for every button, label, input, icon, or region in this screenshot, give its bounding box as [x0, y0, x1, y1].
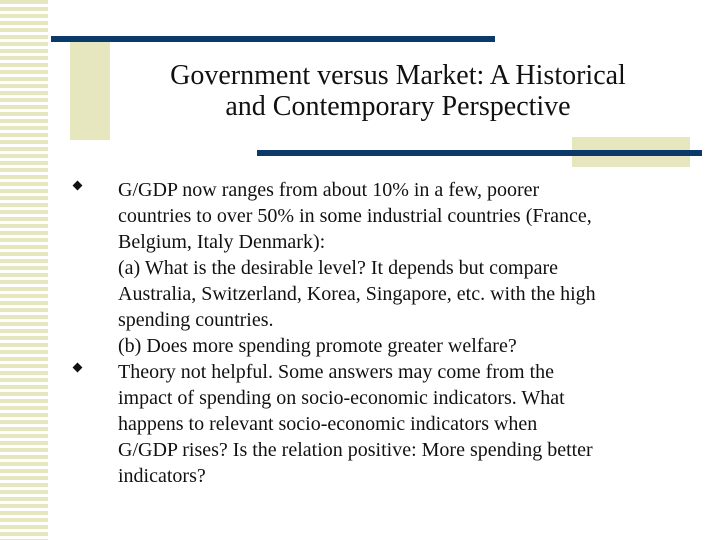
bullet-text-line: Australia, Switzerland, Korea, Singapore, etc. with the high: [118, 283, 596, 305]
bullet-text-line: Belgium, Italy Denmark):: [118, 231, 326, 253]
slide-body: [70, 177, 700, 489]
bullet-text-line: countries to over 50% in some industrial countries (France,: [118, 205, 592, 227]
decor-block-left: [70, 36, 110, 140]
bullet-text-line: G/GDP now ranges from about 10% in a few, poorer: [118, 179, 540, 201]
diamond-bullet-icon: [73, 363, 83, 373]
bullet-text-line: G/GDP rises? Is the relation positive: More spending better: [118, 439, 593, 461]
title-rule-top: [51, 36, 495, 42]
bullet-text-line: (a) What is the desirable level? It depends but compare: [118, 257, 559, 279]
bullet-item: [70, 359, 700, 489]
bullet-text-line: impact of spending on socio-economic indicators. What: [118, 387, 565, 409]
bullet-text-line: indicators?: [118, 465, 206, 487]
bullet-text-line: spending countries.: [118, 309, 274, 331]
title-rule-bottom: [257, 150, 702, 156]
bullet-item: [70, 177, 700, 359]
diamond-bullet-icon: [73, 181, 83, 191]
slide-title: [112, 60, 684, 122]
bullet-text-line: happens to relevant socio-economic indicators when: [118, 413, 538, 435]
bullet-text-line: Theory not helpful. Some answers may come from the: [118, 361, 554, 383]
striped-margin-decoration: [0, 0, 50, 540]
slide-title-line-1: Government versus Market: A Historical: [170, 60, 626, 91]
slide-title-line-2: and Contemporary Perspective: [225, 91, 571, 122]
bullet-text-line: (b) Does more spending promote greater welfare?: [118, 335, 517, 357]
